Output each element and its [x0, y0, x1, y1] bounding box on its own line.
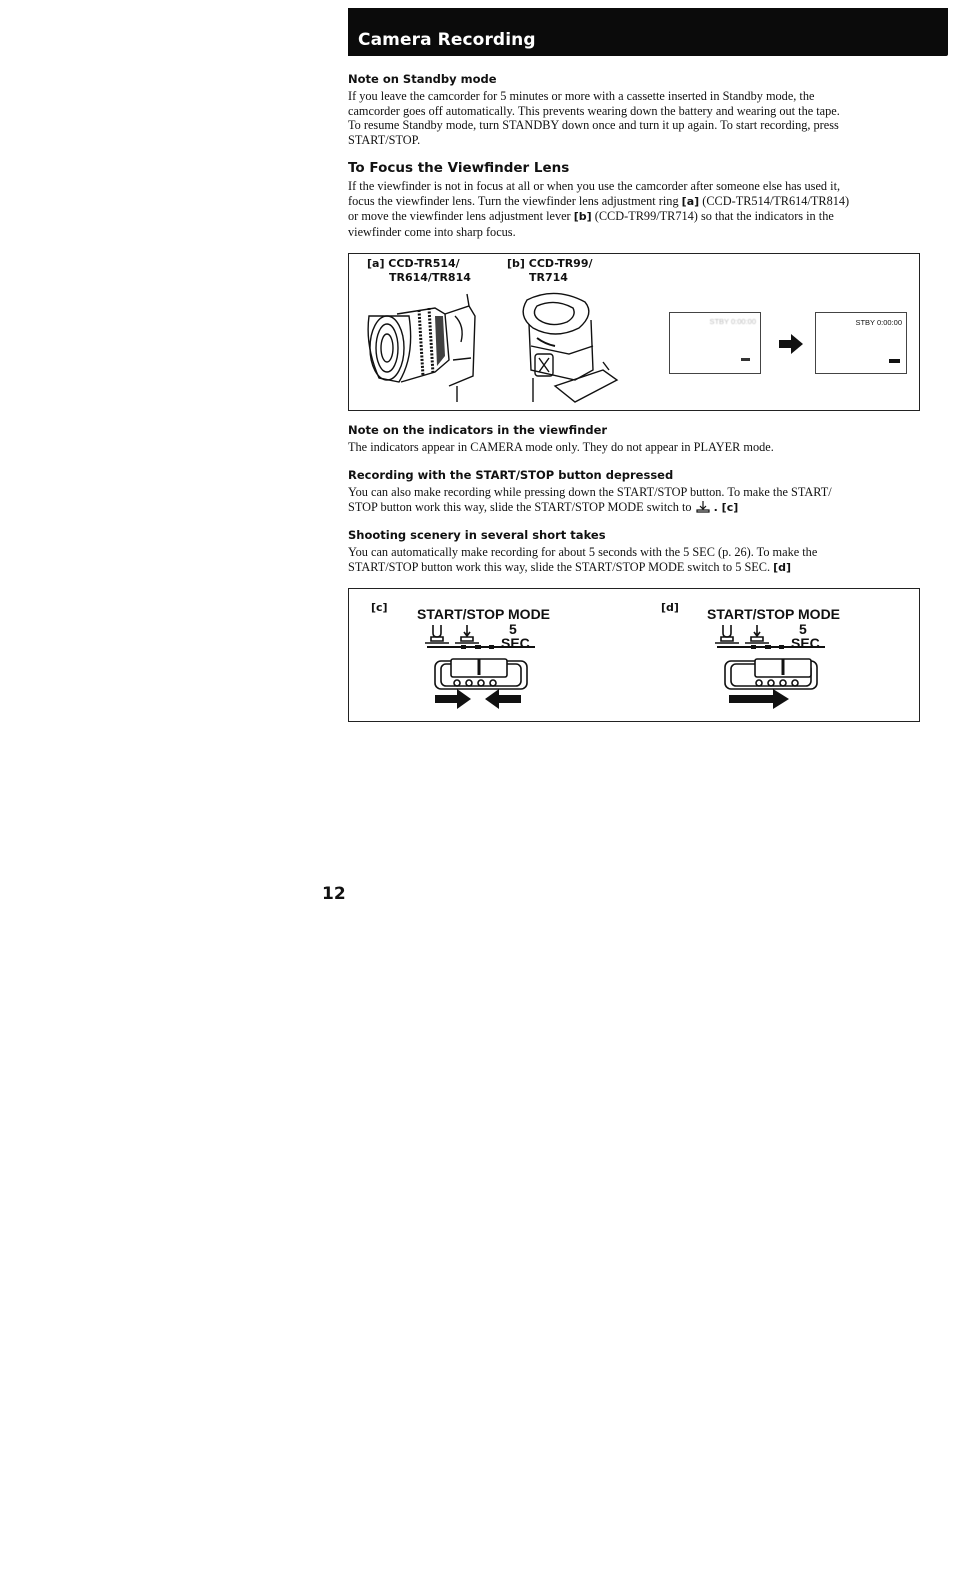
press-mode-icon — [695, 501, 711, 513]
indicators-text: The indicators appear in CAMERA mode only. They do not appear in PLAYER mode. — [348, 440, 774, 454]
focus-heading: To Focus the Viewfinder Lens — [348, 160, 570, 176]
figure-d-five: 5 — [799, 621, 807, 637]
figure-c-mode-title: START/STOP MODE — [417, 606, 551, 622]
figure-a-label — [367, 257, 471, 285]
focus-text: focus the viewfinder lens. Turn the viewfinder lens adjustment ring — [348, 193, 682, 208]
standby-line: START/STOP. — [348, 132, 421, 147]
focus-line: If the viewfinder is not in focus at all or when you use the camcorder after someone else has used it, — [348, 179, 841, 193]
focus-paragraph — [348, 179, 928, 239]
standby-paragraph — [348, 89, 920, 147]
scenery-text: START/STOP button work this way, slide the START/STOP MODE switch to 5 SEC. — [348, 559, 774, 574]
battery-icon — [741, 358, 750, 361]
figure-a-label-line: TR614/TR814 — [389, 271, 471, 284]
indicators-heading: Note on the indicators in the viewfinder — [348, 423, 608, 437]
standby-line: To resume Standby mode, turn STANDBY down once and turn it up again. To start recording, press — [348, 118, 839, 132]
startstop-paragraph — [348, 485, 928, 515]
arrow-right-icon — [777, 334, 807, 354]
focus-text: or move the viewfinder lens adjustment lever — [348, 209, 574, 223]
figure-a-label-line: [a] CCD-TR514/ — [367, 257, 460, 270]
focus-text: (CCD-TR514/TR614/TR814) — [699, 193, 850, 208]
ref-b: [b] — [573, 210, 592, 223]
figure-b-label-line: TR714 — [529, 271, 568, 284]
focus-line — [348, 194, 928, 210]
scenery-heading: Shooting scenery in several short takes — [348, 528, 606, 542]
startstop-line: You can also make recording while pressing down the START/STOP button. To make the START/ — [348, 485, 832, 499]
figure-b-label — [507, 257, 593, 285]
viewfinder-sharp — [815, 312, 907, 374]
section-banner — [348, 8, 948, 56]
standby-heading: Note on Standby mode — [348, 72, 497, 86]
startstop-text: STOP button work this way, slide the START/STOP MODE switch to — [348, 499, 695, 514]
figure-cd-box — [348, 588, 920, 722]
figure-b-label-line: [b] CCD-TR99/ — [507, 257, 593, 270]
focus-text: (CCD-TR99/TR714) so that the indicators in the — [591, 209, 834, 223]
page-number: 12 — [322, 884, 346, 904]
battery-icon — [889, 359, 900, 363]
startstop-line — [348, 500, 928, 516]
startstop-heading: Recording with the START/STOP button depressed — [348, 468, 674, 482]
focus-line: viewfinder come into sharp focus. — [348, 224, 516, 239]
viewfinder-blurred — [669, 312, 761, 374]
figure-c-label: [c] — [371, 601, 388, 614]
focus-line — [348, 209, 928, 225]
figure-ab-box — [348, 253, 920, 411]
scenery-line — [348, 560, 928, 576]
scenery-paragraph — [348, 545, 928, 575]
ref-d: [d] — [773, 560, 792, 574]
section-title: Camera Recording — [358, 30, 536, 50]
viewfinder-sharp-indicator: STBY 0:00:00 — [855, 318, 902, 327]
mode-switch-c-illustration — [425, 623, 545, 713]
ref-c: . [c] — [713, 500, 739, 514]
viewfinder-blurred-indicator: STBY 0:00:00 — [709, 317, 756, 326]
scenery-line: You can automatically make recording for about 5 seconds with the 5 SEC (p. 26). To make the — [348, 545, 818, 559]
camera-a-illustration — [357, 286, 487, 404]
ref-a: [a] — [681, 194, 700, 208]
figure-c-sec: SEC — [501, 635, 530, 651]
figure-d-mode-title: START/STOP MODE — [707, 606, 841, 622]
camera-b-illustration — [515, 290, 625, 408]
figure-c-five: 5 — [509, 621, 517, 637]
standby-line: camcorder goes off automatically. This prevents wearing down the battery and wearing out the tape. — [348, 103, 840, 118]
figure-d-label: [d] — [661, 601, 679, 614]
figure-d-sec: SEC — [791, 635, 820, 651]
mode-switch-d-illustration — [715, 623, 835, 713]
standby-line: If you leave the camcorder for 5 minutes or more with a cassette inserted in Standby mode, the — [348, 89, 815, 103]
